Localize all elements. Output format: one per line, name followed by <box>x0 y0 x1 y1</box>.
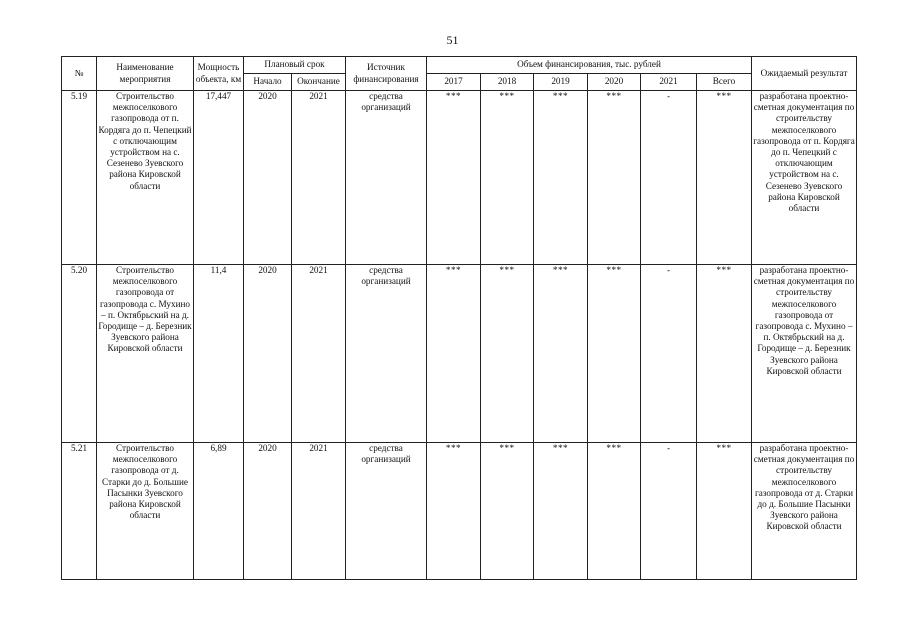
row-value-2021: - <box>641 443 697 580</box>
row-result: разработана проектно-сметная документация по строительству межпоселкового газопровода от газопровода с. Мухино – п. Октябрьский на д. Городище – д. Березник Зуевского района Кировской области <box>752 265 857 443</box>
header-year-2017: 2017 <box>427 74 481 91</box>
row-capacity: 17,447 <box>194 91 244 265</box>
table-row <box>62 443 857 580</box>
row-end: 2021 <box>292 443 346 580</box>
row-value-2019: *** <box>534 443 588 580</box>
row-value-2018: *** <box>481 443 534 580</box>
row-start: 2020 <box>244 265 292 443</box>
row-value-2020: *** <box>588 91 641 265</box>
header-year-2019: 2019 <box>534 74 588 91</box>
row-value-total: *** <box>697 443 752 580</box>
row-num: 5.20 <box>62 265 97 443</box>
row-capacity: 6,89 <box>194 443 244 580</box>
row-capacity: 11,4 <box>194 265 244 443</box>
row-result: разработана проектно-сметная документация по строительству межпоселкового газопровода от д. Старки до д. Большие Пасынки Зуевского района Кировской области <box>752 443 857 580</box>
row-value-total: *** <box>697 265 752 443</box>
header-year-2020: 2020 <box>588 74 641 91</box>
row-end: 2021 <box>292 265 346 443</box>
row-num: 5.19 <box>62 91 97 265</box>
header-capacity: Мощность объекта, км <box>194 57 244 91</box>
row-source: средства организаций <box>346 265 427 443</box>
row-value-2017: *** <box>427 91 481 265</box>
funding-table <box>61 56 857 580</box>
row-value-2020: *** <box>588 443 641 580</box>
row-name: Строительство межпоселкового газопровода от п. Кордяга до п. Чепецкий с отключающим устройством на с. Сезенево Зуевского района Кировской области <box>97 91 194 265</box>
header-result: Ожидаемый результат <box>752 57 857 91</box>
row-value-2018: *** <box>481 91 534 265</box>
row-value-2018: *** <box>481 265 534 443</box>
row-source: средства организаций <box>346 443 427 580</box>
header-term-end: Окончание <box>292 74 346 91</box>
row-name: Строительство межпоселкового газопровода от газопровода с. Мухино – п. Октябрьский на д. Городище – д. Березник Зуевского района Кировской области <box>97 265 194 443</box>
row-num: 5.21 <box>62 443 97 580</box>
header-num: № <box>62 57 97 91</box>
row-start: 2020 <box>244 443 292 580</box>
row-source: средства организаций <box>346 91 427 265</box>
row-value-2017: *** <box>427 443 481 580</box>
row-value-2021: - <box>641 91 697 265</box>
row-name: Строительство межпоселкового газопровода от д. Старки до д. Большие Пасынки Зуевского района Кировской области <box>97 443 194 580</box>
header-term-start: Начало <box>244 74 292 91</box>
page-number: 51 <box>446 33 459 47</box>
row-result: разработана проектно-сметная документация по строительству межпоселкового газопровода от п. Кордяга до п. Чепецкий с отключающим устройством на с. Сезенево Зуевского района Кировской области <box>752 91 857 265</box>
row-value-2019: *** <box>534 91 588 265</box>
header-year-2021: 2021 <box>641 74 697 91</box>
row-value-2020: *** <box>588 265 641 443</box>
row-value-2021: - <box>641 265 697 443</box>
row-value-total: *** <box>697 91 752 265</box>
header-total: Всего <box>697 74 752 91</box>
header-year-2018: 2018 <box>481 74 534 91</box>
row-start: 2020 <box>244 91 292 265</box>
row-value-2019: *** <box>534 265 588 443</box>
row-value-2017: *** <box>427 265 481 443</box>
table-row <box>62 265 857 443</box>
table-row <box>62 91 857 265</box>
header-source: Источник финансирования <box>346 57 427 91</box>
header-funding: Объем финансирования, тыс. рублей <box>427 57 752 74</box>
row-end: 2021 <box>292 91 346 265</box>
header-name: Наименование мероприятия <box>97 57 194 91</box>
header-term: Плановый срок <box>244 57 346 74</box>
